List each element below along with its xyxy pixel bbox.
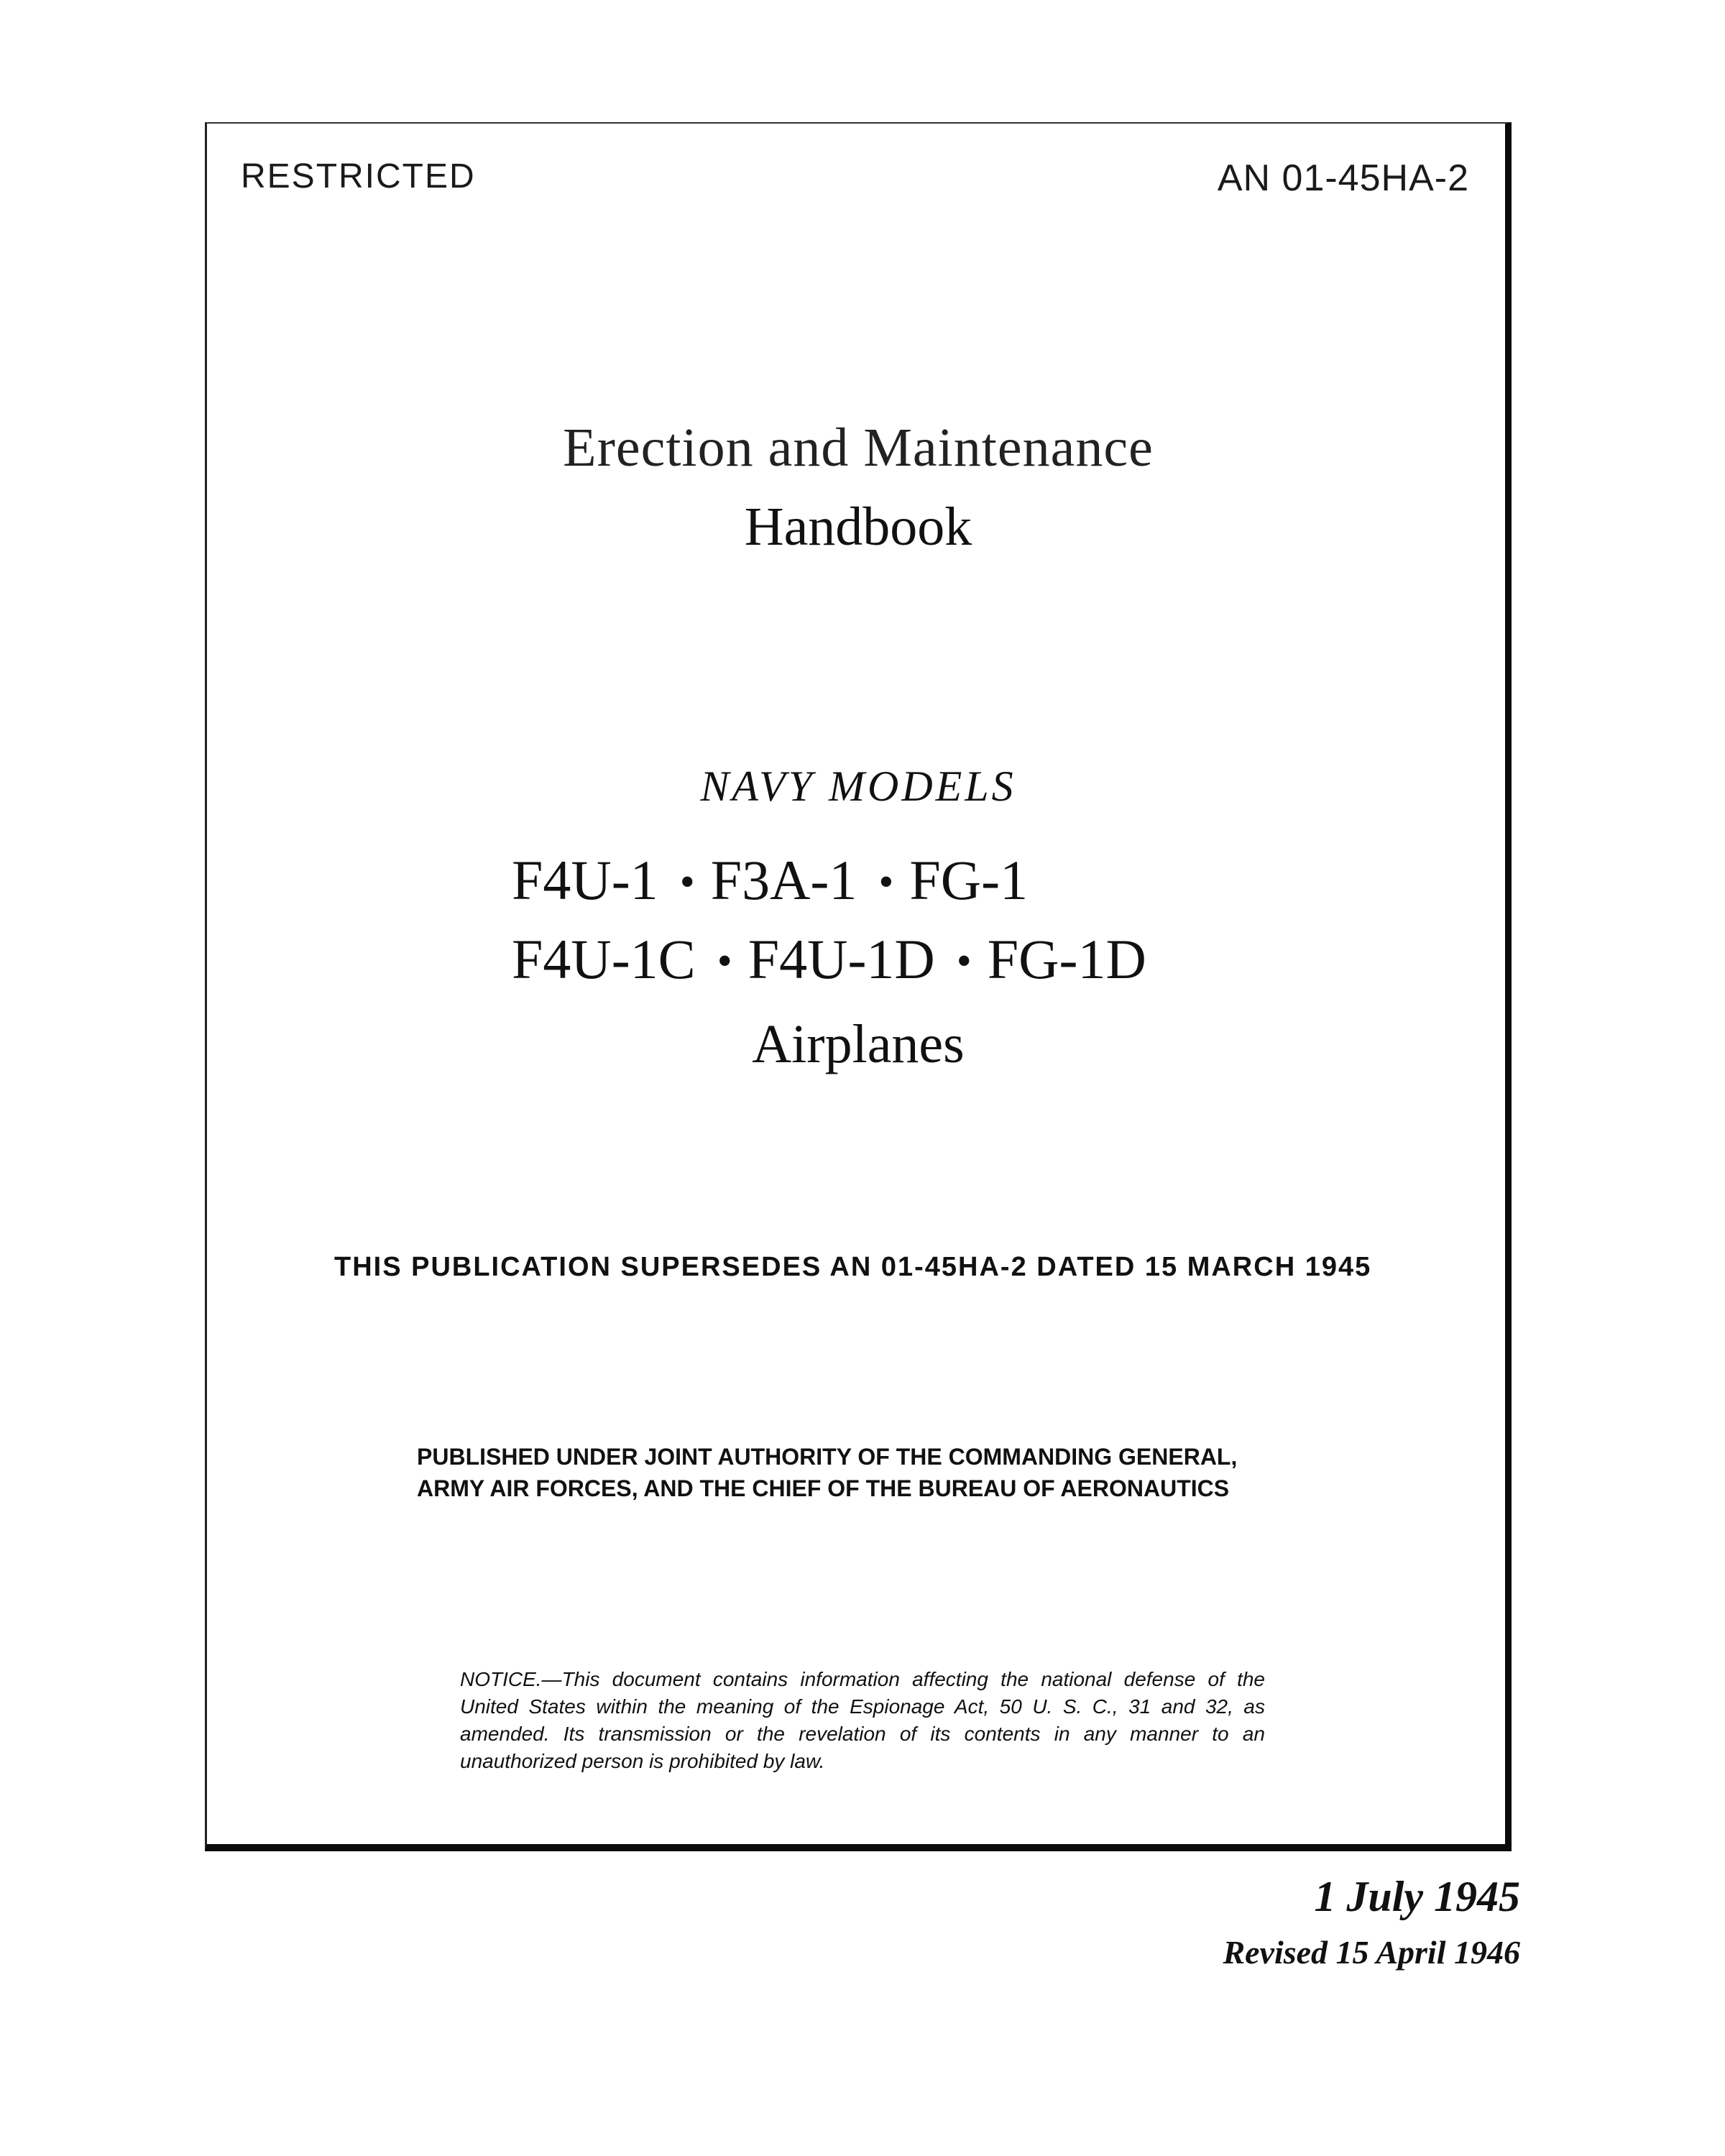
issue-date: 1 July 1945 [1314, 1873, 1520, 1920]
bullet-separator: • [878, 857, 894, 906]
bullet-separator: • [717, 936, 732, 985]
classification-label: RESTRICTED [241, 157, 476, 195]
bullet-separator: • [956, 936, 972, 985]
bullet-separator: • [679, 857, 695, 906]
models-suffix: Airplanes [752, 1014, 965, 1074]
models-row-2 [512, 927, 1146, 992]
model-fg-1: FG-1 [909, 849, 1029, 911]
security-notice: NOTICE.—This document contains information affecting the national defense of the United States within the meaning of the Espionage Act, 50 U. S. C., 31 and 32, as amended. Its transmission or the revelation of its contents in any manner to an unauthorized person is prohibited by law. [460, 1668, 1265, 1772]
authority-line-1: PUBLISHED UNDER JOINT AUTHORITY OF THE COMMANDING GENERAL, [417, 1444, 1238, 1470]
model-f4u-1c: F4U-1C [512, 928, 696, 990]
model-f3a-1: F3A-1 [710, 849, 857, 911]
models-row-1 [512, 848, 1028, 913]
title-line-1: Erection and Maintenance [563, 418, 1154, 478]
authority-statement [417, 1441, 1237, 1504]
revision-date: Revised 15 April 1946 [1223, 1934, 1520, 1971]
document-number: AN 01-45HA-2 [1217, 157, 1469, 199]
models-heading: NAVY MODELS [700, 763, 1016, 810]
model-fg-1d: FG-1D [987, 928, 1146, 990]
model-f4u-1: F4U-1 [512, 849, 658, 911]
authority-line-2: ARMY AIR FORCES, AND THE CHIEF OF THE BUREAU OF AERONAUTICS [417, 1475, 1230, 1501]
model-f4u-1d: F4U-1D [748, 928, 935, 990]
title-line-2: Handbook [744, 497, 972, 557]
supersedes-statement: THIS PUBLICATION SUPERSEDES AN 01-45HA-2 DATED 15 MARCH 1945 [334, 1252, 1372, 1282]
